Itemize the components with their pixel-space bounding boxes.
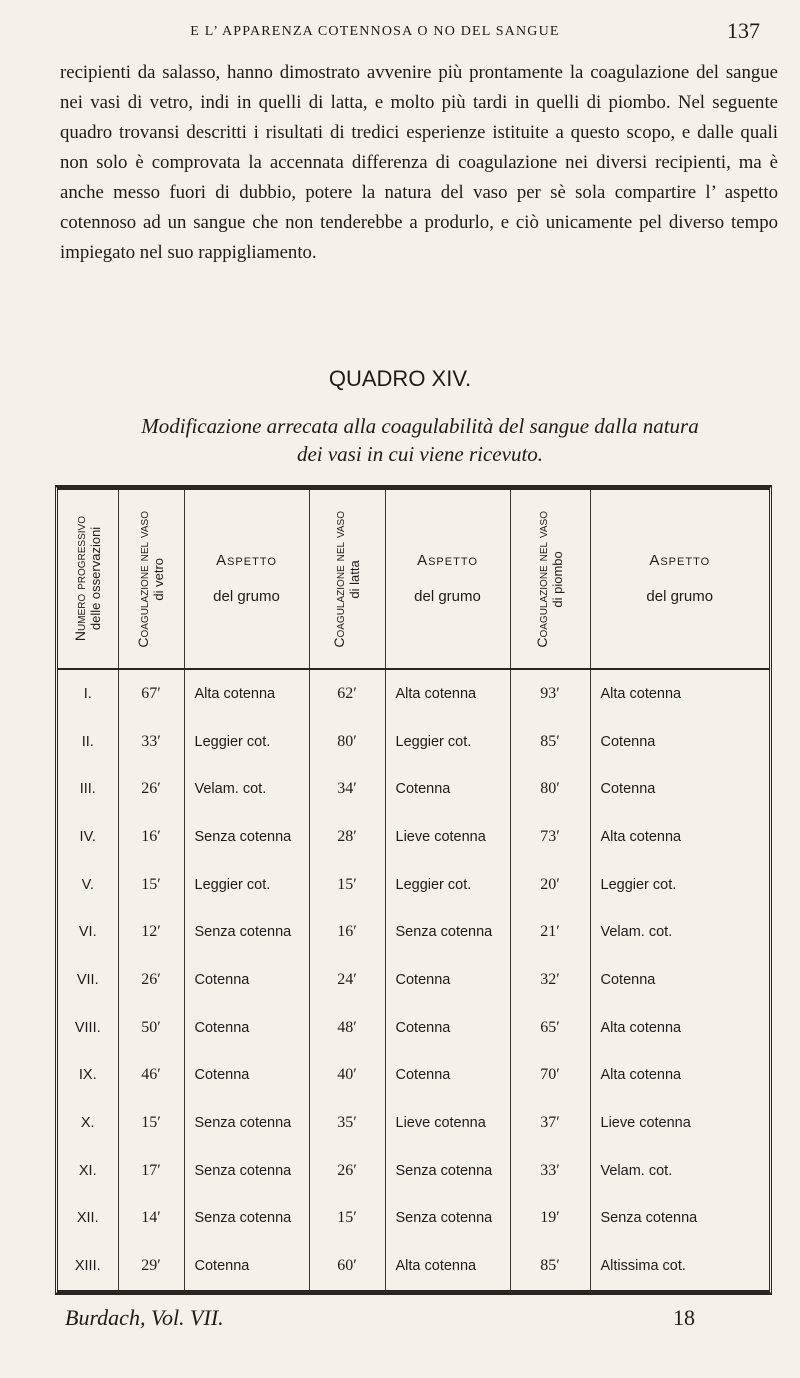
cell-aspetto-piombo: Alta cotenna [590,1052,769,1100]
header-aspetto-2-main: Aspetto [417,552,478,569]
cell-coag-latta: 62′ [309,669,385,718]
table-row [58,765,769,813]
header-numero-sub: delle osservazioni [87,527,103,631]
cell-aspetto-piombo: Cotenna [590,718,769,766]
table-caption-line-1: Modificazione arrecata alla coagulabilità del sangue dalla natura [141,414,699,438]
header-coag-piombo-main: Coagulazione nel vaso [534,510,550,648]
cell-row-number: XIII. [74,1258,101,1275]
table-body [58,669,769,1290]
header-aspetto-3-sub: del grumo [646,588,714,605]
cell-aspetto-piombo: Alta cotenna [590,669,769,718]
table-row [58,1195,769,1243]
running-title: E L’ APPARENZA COTENNOSA O NO DEL SANGUE [190,24,560,39]
cell-aspetto-piombo: Alta cotenna [590,1004,769,1052]
cell-coag-piombo: 93′ [510,669,590,718]
running-head [60,18,770,48]
cell-coag-piombo: 20′ [510,861,590,909]
cell-aspetto-vetro: Leggier cot. [184,718,309,766]
cell-coag-latta: 48′ [309,1004,385,1052]
header-coag-latta-sub: di latta [347,559,362,599]
table-row [58,861,769,909]
cell-row-number: X. [80,1115,95,1132]
table-row [58,669,769,718]
table-title: QUADRO XIV. [328,366,472,391]
cell-row-number: VI. [78,924,97,941]
header-numero-main: Numero progressivo [71,516,88,642]
cell-aspetto-latta: Lieve cotenna [385,813,510,861]
cell-row-number: VII. [76,971,99,988]
header-coag-latta-main: Coagulazione nel vaso [331,510,347,648]
cell-coag-latta: 24′ [309,956,385,1004]
cell-coag-vetro: 15′ [118,861,184,909]
cell-aspetto-piombo: Lieve cotenna [590,1099,769,1147]
cell-coag-latta: 34′ [309,765,385,813]
cell-coag-piombo: 85′ [510,718,590,766]
cell-coag-piombo: 32′ [510,956,590,1004]
data-table-frame [55,485,772,1295]
cell-coag-piombo: 65′ [510,1004,590,1052]
header-coag-vetro-sub: di vetro [151,557,166,601]
cell-aspetto-latta: Leggier cot. [385,718,510,766]
cell-aspetto-vetro: Velam. cot. [184,765,309,813]
cell-aspetto-piombo: Cotenna [590,956,769,1004]
cell-row-number: XII. [76,1210,99,1227]
cell-aspetto-vetro: Senza cotenna [184,1147,309,1195]
table-row [58,908,769,956]
table-row [58,1147,769,1195]
table-row [58,1052,769,1100]
cell-coag-latta: 40′ [309,1052,385,1100]
cell-aspetto-latta: Cotenna [385,1052,510,1100]
page-footer [65,1305,755,1345]
cell-aspetto-latta: Senza cotenna [385,908,510,956]
cell-aspetto-latta: Alta cotenna [385,1242,510,1290]
cell-coag-piombo: 70′ [510,1052,590,1100]
cell-coag-vetro: 50′ [118,1004,184,1052]
cell-coag-latta: 15′ [309,861,385,909]
cell-row-number: IV. [79,828,96,845]
cell-coag-vetro: 14′ [118,1195,184,1243]
header-numero [58,490,118,669]
cell-coag-vetro: 33′ [118,718,184,766]
cell-row-number: V. [81,876,94,893]
cell-aspetto-vetro: Senza cotenna [184,1195,309,1243]
cell-row-number: VIII. [74,1019,101,1036]
cell-aspetto-piombo: Leggier cot. [590,861,769,909]
page-number: 137 [727,18,760,43]
cell-coag-vetro: 26′ [118,956,184,1004]
cell-coag-vetro: 15′ [118,1099,184,1147]
cell-aspetto-vetro: Alta cotenna [184,669,309,718]
cell-row-number: XI. [78,1162,97,1179]
intro-text: recipienti da salasso, hanno dimostrato avvenire più prontamente la coagulazione del sangue nei vasi di vetro, indi in quelli di latta, e molto più tardi in quelli di piombo. Nel seguente quadro trovansi descritti i risultati di tredici esperienze istituite a questo scopo, e dalle quali non solo è comprovata la accennata differenza di coagulazione nei diversi recipienti, ma è anche messo fuori di dubbio, potere la natura del vaso per sè sola compartire l’ aspetto cotennoso ad un sangue che non tenderebbe a produrlo, e ciò unicamente pel diverso tempo impiegato nel suo rappigliamento. [60,62,778,263]
footer-signature: Burdach, Vol. VII. [65,1305,224,1330]
cell-aspetto-latta: Lieve cotenna [385,1099,510,1147]
cell-aspetto-piombo: Alta cotenna [590,813,769,861]
cell-aspetto-latta: Cotenna [385,956,510,1004]
cell-aspetto-vetro: Cotenna [184,1004,309,1052]
table-row [58,1242,769,1290]
table-row [58,1004,769,1052]
table-header-row [58,490,769,669]
cell-aspetto-vetro: Senza cotenna [184,908,309,956]
cell-row-number: III. [79,781,96,798]
cell-coag-latta: 80′ [309,718,385,766]
header-aspetto-2-sub: del grumo [414,588,481,605]
table-caption [90,412,750,468]
header-coag-latta [309,490,385,669]
cell-aspetto-vetro: Cotenna [184,956,309,1004]
cell-coag-piombo: 85′ [510,1242,590,1290]
cell-coag-piombo: 80′ [510,765,590,813]
cell-aspetto-latta: Alta cotenna [385,669,510,718]
header-coag-piombo [510,490,590,669]
header-aspetto-2 [385,490,510,669]
table-row [58,956,769,1004]
cell-coag-latta: 15′ [309,1195,385,1243]
cell-row-number: II. [81,733,94,750]
cell-coag-vetro: 17′ [118,1147,184,1195]
cell-coag-piombo: 21′ [510,908,590,956]
table-row [58,718,769,766]
header-coag-piombo-sub: di piombo [550,550,565,608]
cell-aspetto-piombo: Velam. cot. [590,908,769,956]
cell-coag-vetro: 16′ [118,813,184,861]
cell-aspetto-piombo: Velam. cot. [590,1147,769,1195]
cell-coag-vetro: 26′ [118,765,184,813]
cell-aspetto-latta: Senza cotenna [385,1195,510,1243]
cell-coag-vetro: 46′ [118,1052,184,1100]
cell-aspetto-vetro: Cotenna [184,1052,309,1100]
cell-coag-latta: 35′ [309,1099,385,1147]
cell-coag-vetro: 67′ [118,669,184,718]
header-aspetto-3-main: Aspetto [649,552,711,569]
cell-aspetto-vetro: Cotenna [184,1242,309,1290]
cell-aspetto-latta: Cotenna [385,765,510,813]
cell-aspetto-piombo: Altissima cot. [590,1242,769,1290]
header-coag-vetro-main: Coagulazione nel vaso [135,510,151,648]
cell-coag-vetro: 29′ [118,1242,184,1290]
header-aspetto-1-sub: del grumo [213,588,280,605]
cell-aspetto-piombo: Senza cotenna [590,1195,769,1243]
header-aspetto-3 [590,490,769,669]
intro-paragraph [60,58,778,268]
cell-coag-latta: 60′ [309,1242,385,1290]
cell-aspetto-vetro: Senza cotenna [184,1099,309,1147]
cell-coag-latta: 16′ [309,908,385,956]
data-table [58,490,769,1290]
cell-aspetto-latta: Senza cotenna [385,1147,510,1195]
footer-sheet-number: 18 [673,1305,695,1330]
table-row [58,1099,769,1147]
header-aspetto-1 [184,490,309,669]
cell-aspetto-vetro: Senza cotenna [184,813,309,861]
cell-coag-latta: 26′ [309,1147,385,1195]
cell-coag-piombo: 37′ [510,1099,590,1147]
table-row [58,813,769,861]
cell-row-number: I. [83,685,92,702]
header-coag-vetro [118,490,184,669]
table-caption-line-2: dei vasi in cui viene ricevuto. [296,442,544,466]
cell-coag-latta: 28′ [309,813,385,861]
cell-coag-piombo: 73′ [510,813,590,861]
cell-coag-piombo: 19′ [510,1195,590,1243]
cell-coag-vetro: 12′ [118,908,184,956]
header-aspetto-1-main: Aspetto [216,552,277,569]
cell-aspetto-vetro: Leggier cot. [184,861,309,909]
cell-aspetto-piombo: Cotenna [590,765,769,813]
cell-coag-piombo: 33′ [510,1147,590,1195]
cell-aspetto-latta: Cotenna [385,1004,510,1052]
cell-row-number: IX. [78,1067,97,1084]
cell-aspetto-latta: Leggier cot. [385,861,510,909]
